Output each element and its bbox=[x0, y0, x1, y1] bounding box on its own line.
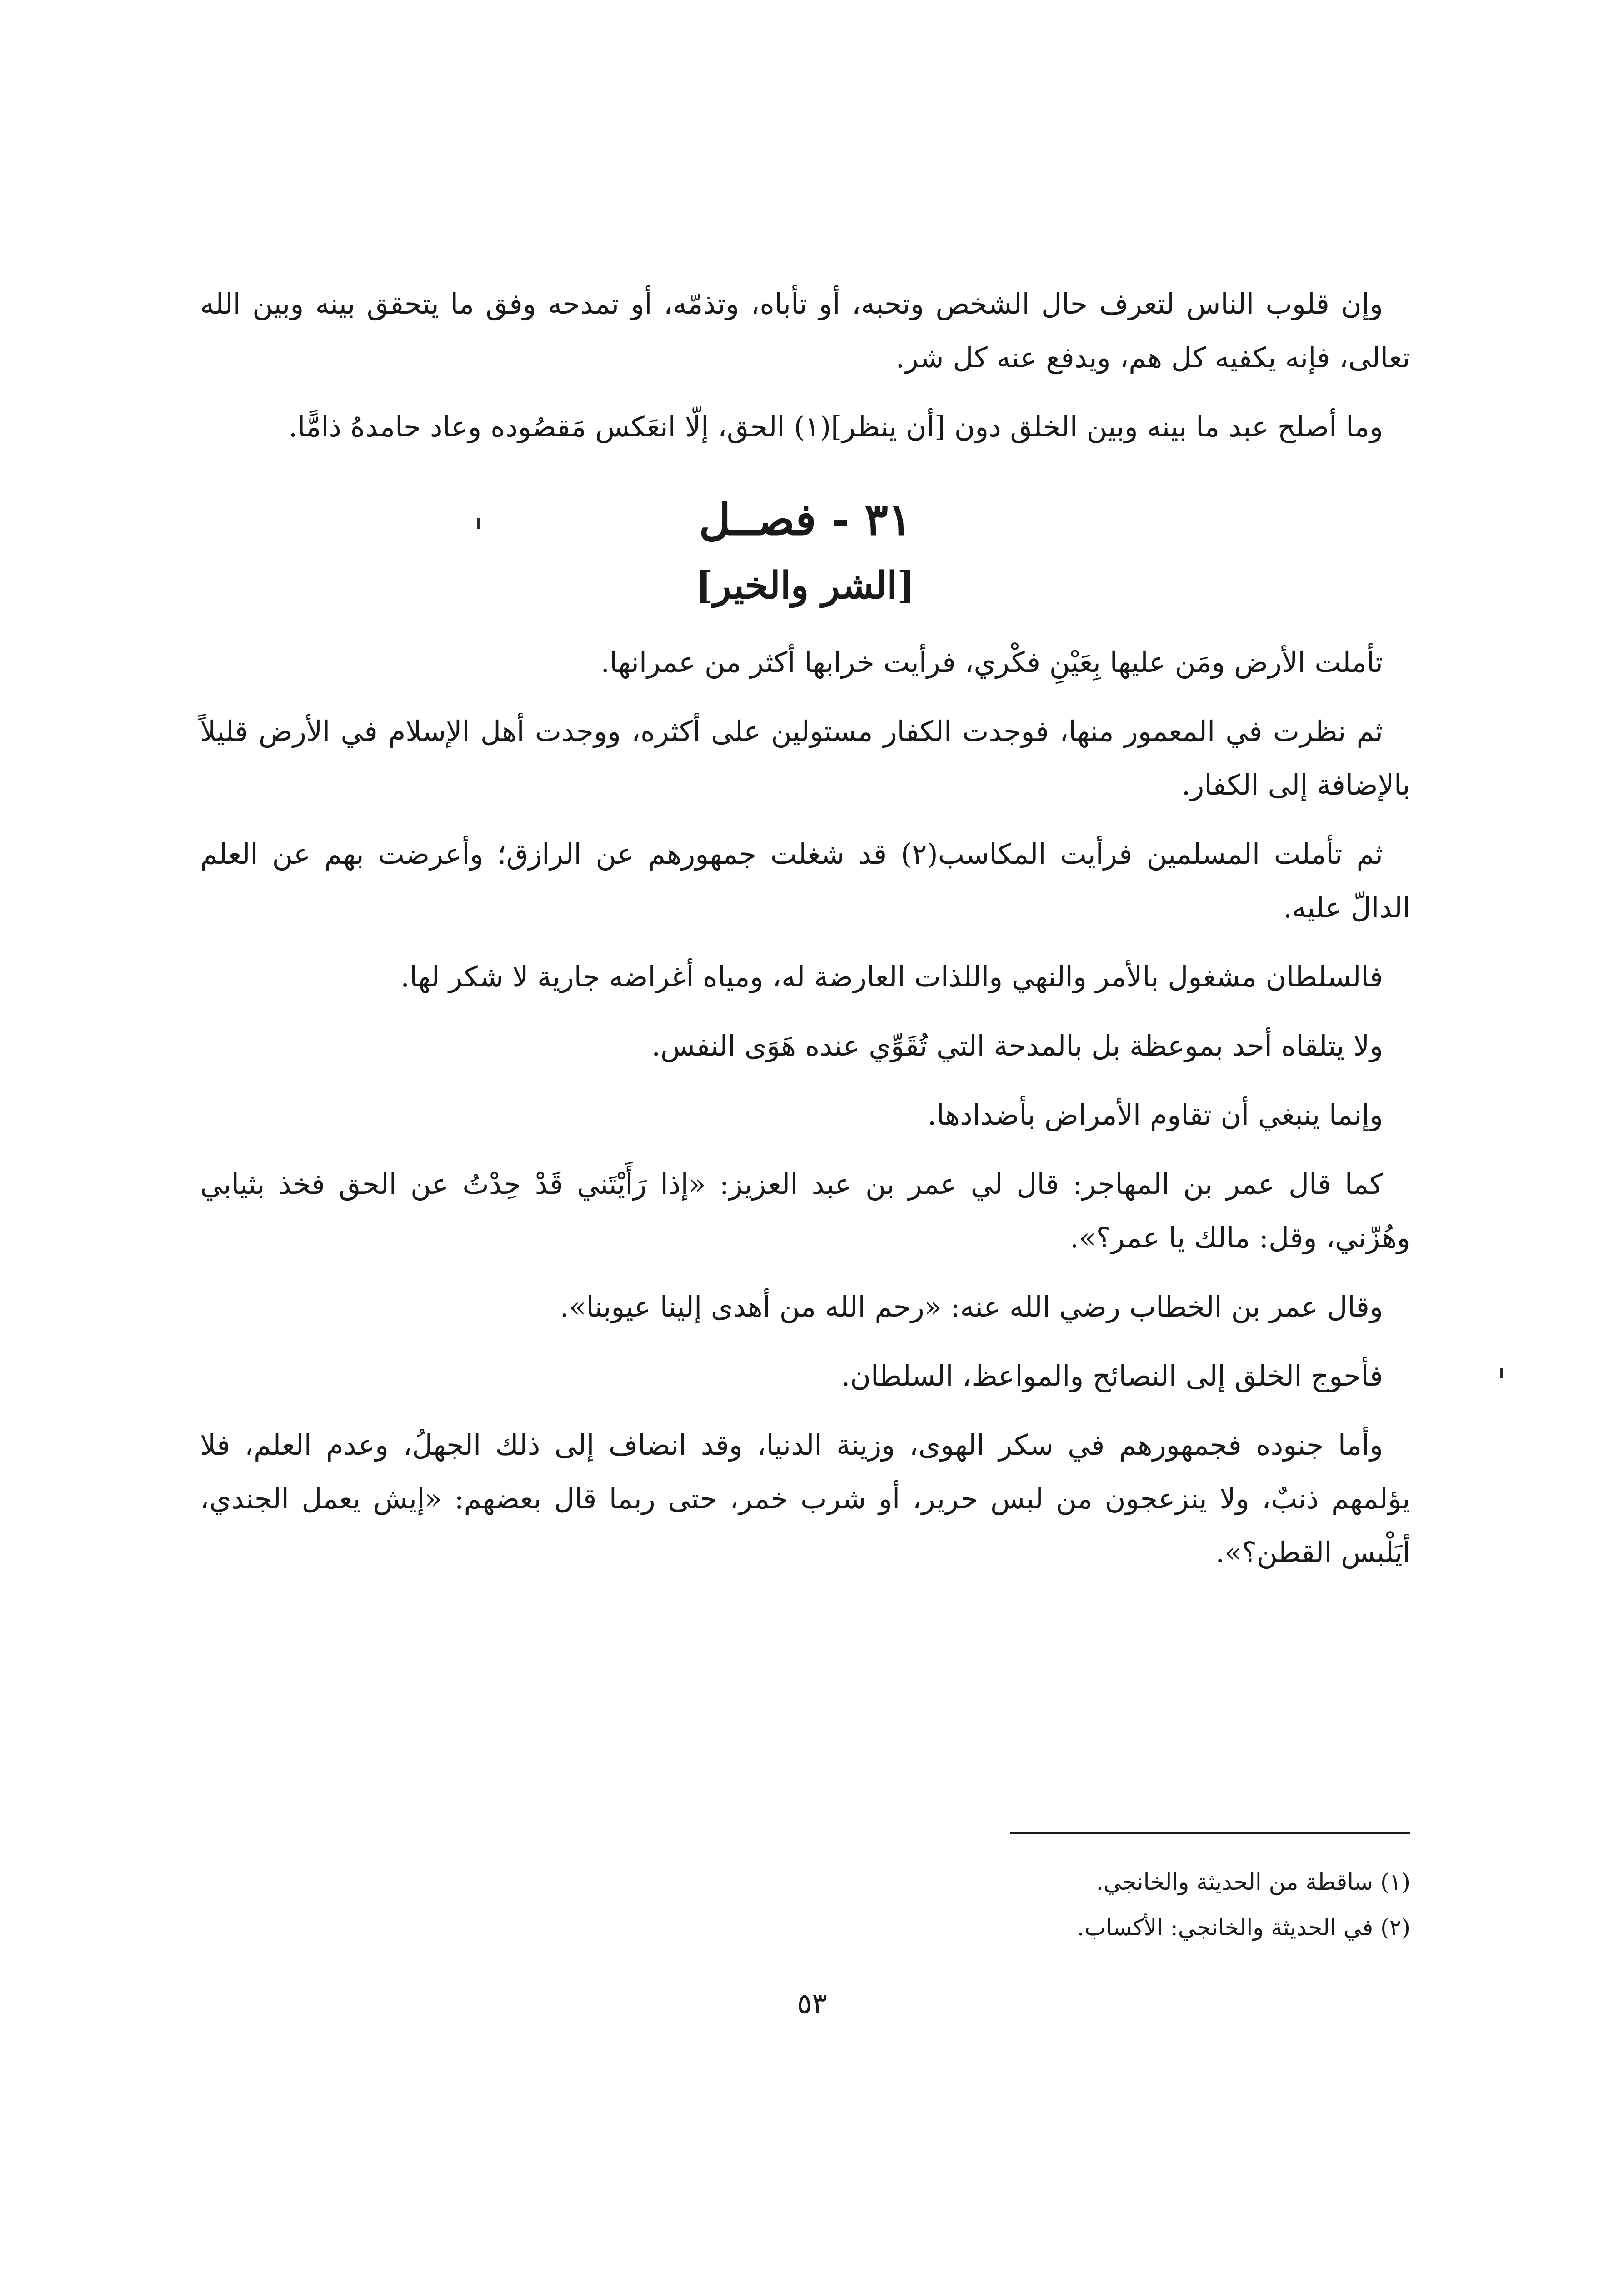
footnotes bbox=[200, 1859, 1410, 1950]
paragraph: تأملت الأرض ومَن عليها بِعَيْنِ فكْري، فرأيت خرابها أكثر من عمرانها. bbox=[600, 646, 1383, 679]
page-number: ٥٣ bbox=[797, 1987, 827, 2020]
footnote-divider bbox=[1010, 1832, 1410, 1834]
main-text bbox=[200, 277, 1410, 1595]
paragraph: ثم نظرت في المعمور منها، فوجدت الكفار مستولين على أكثره، ووجدت أهل الإسلام في الأرض قليلاً بالإضافة إلى الكفار. bbox=[200, 715, 1410, 801]
paragraph: فأحوج الخلق إلى النصائح والمواعظ، السلطان. bbox=[841, 1359, 1383, 1392]
footnote: (٢) في الحديثة والخانجي: الأكساب. bbox=[1077, 1914, 1410, 1941]
paragraph: ولا يتلقاه أحد بموعظة بل بالمدحة التي تُقَوِّي عنده هَوَى النفس. bbox=[651, 1029, 1383, 1062]
paragraph: وما أصلح عبد ما بينه وبين الخلق دون [أن ينظر](١) الحق، إلّا انعَكس مَقصُوده وعاد حامدهُ ذامًّا. bbox=[288, 410, 1383, 443]
chapter-heading bbox=[200, 486, 1410, 617]
scan-mark bbox=[1500, 1368, 1503, 1378]
paragraph: فالسلطان مشغول بالأمر والنهي واللذات العارضة له، ومياه أغراضه جارية لا شكر لها. bbox=[400, 960, 1383, 993]
paragraph: وإنما ينبغي أن تقاوم الأمراض بأضدادها. bbox=[927, 1098, 1383, 1131]
footnote: (١) ساقطة من الحديثة والخانجي. bbox=[1096, 1869, 1410, 1895]
paragraph: وأما جنوده فجمهورهم في سكر الهوى، وزينة الدنيا، وقد انضاف إلى ذلك الجهلُ، وعدم العلم، فلا يؤلمهم ذنبٌ، ولا ينزعجون من لبس حرير، أو شرب خمر، حتى ربما قال بعضهم: «إيش يعمل الجندي، أيَلْبس القطن؟». bbox=[200, 1428, 1410, 1569]
paragraph: كما قال عمر بن المهاجر: قال لي عمر بن عبد العزيز: «إذا رَأَيْتَني قَدْ حِدْتُ عن الحق فخذ بثيابي وهُزّني، وقل: مالك يا عمر؟». bbox=[200, 1167, 1410, 1254]
chapter-subtitle: [الشر والخير] bbox=[695, 564, 915, 607]
paragraph: وإن قلوب الناس لتعرف حال الشخص وتحبه، أو تأباه، وتذمّه، أو تمدحه وفق ما يتحقق بينه وبين الله تعالى، فإنه يكفيه كل هم، ويدفع عنه كل شر. bbox=[200, 287, 1410, 374]
paragraph: وقال عمر بن الخطاب رضي الله عنه: «رحم الله من أهدى إلينا عيوبنا». bbox=[560, 1290, 1383, 1323]
chapter-title: ٣١ - فصــل bbox=[699, 494, 912, 545]
paragraph: ثم تأملت المسلمين فرأيت المكاسب(٢) قد شغلت جمهورهم عن الرازق؛ وأعرضت بهم عن العلم الدالّ عليه. bbox=[200, 837, 1410, 924]
